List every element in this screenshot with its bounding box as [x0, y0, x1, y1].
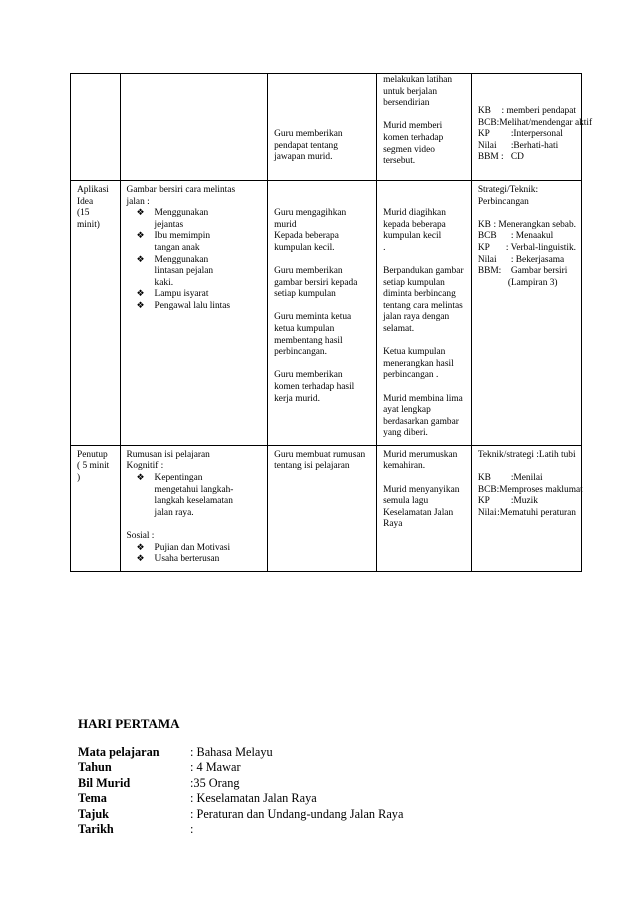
text-line: komen terhadap — [383, 132, 444, 143]
text-line: membentang hasil — [274, 335, 343, 346]
text-line: Murid membina lima — [383, 393, 463, 404]
list-item — [137, 289, 263, 301]
group-block — [383, 450, 466, 531]
text-line: gambar bersiri kepada — [274, 277, 358, 288]
text-line: Pengawal lalu lintas — [154, 300, 231, 311]
text-line: menerangkan hasil — [383, 358, 454, 369]
cell-content — [120, 181, 268, 446]
bullet-list — [127, 208, 263, 312]
text-line: Keselamatan Jalan — [383, 507, 454, 518]
cell-teacher-activity — [268, 74, 377, 181]
kv-key: KB — [477, 219, 491, 230]
text-line: diminta berbincang — [383, 289, 456, 300]
list-item — [137, 255, 263, 290]
cell-stage — [71, 74, 121, 181]
kv-key: KB — [477, 106, 491, 117]
kv-value: : memberi pendapat — [501, 106, 576, 117]
kv-row — [478, 152, 576, 164]
kv-block — [478, 220, 576, 278]
kv-row — [478, 129, 576, 141]
kv-row — [477, 117, 593, 130]
info-list — [78, 745, 558, 837]
text-line: pendapat tentang — [274, 140, 338, 151]
diamond-bullet-icon: ❖ — [136, 289, 145, 300]
kv-value: : Bekerjasama — [510, 254, 565, 265]
diamond-bullet-icon: ❖ — [136, 554, 145, 565]
info-row — [78, 745, 558, 760]
info-label: Bil Murid — [78, 775, 131, 790]
text-line: kemahiran. — [383, 461, 426, 472]
info-value: : — [190, 822, 194, 837]
day-heading: HARI PERTAMA — [78, 716, 180, 731]
info-value: : Peraturan dan Undang-undang Jalan Raya — [190, 806, 404, 821]
info-row — [78, 807, 558, 822]
kv-block — [477, 106, 593, 164]
info-row — [78, 760, 558, 775]
text-line: Murid memberi — [383, 121, 443, 132]
kv-row — [478, 141, 576, 153]
text-line: Guru meminta ketua — [274, 312, 352, 323]
kv-value: Gambar bersiri — [510, 266, 568, 277]
kv-key: KP — [477, 242, 490, 253]
info-label: Tarikh — [78, 822, 114, 837]
text-line: semula lagu — [383, 496, 429, 507]
kv-row — [478, 508, 576, 520]
text-line: tersebut. — [383, 156, 416, 167]
cell-student-activity — [377, 181, 472, 446]
cell-notes — [471, 181, 581, 446]
kv-key: Nilai — [477, 254, 497, 265]
kv-row — [478, 231, 576, 243]
text-line: jalan : — [126, 196, 150, 207]
text-line: jawapan murid. — [274, 152, 333, 163]
info-row — [78, 776, 558, 791]
lesson-plan-table — [70, 73, 593, 572]
text-line: lintasan pejalan — [154, 266, 214, 277]
list-item — [137, 208, 263, 231]
info-value: :35 Orang — [190, 775, 240, 790]
text-line: Lampu isyarat — [154, 289, 209, 300]
text-line: Kepentingan — [154, 473, 203, 484]
sosial-label: Sosial : — [126, 531, 155, 542]
info-value: : Keselamatan Jalan Raya — [190, 791, 317, 806]
kv-value: :Muzik — [510, 496, 538, 507]
text-line: Murid merumuskan — [383, 449, 458, 460]
diamond-bullet-icon: ❖ — [136, 300, 145, 311]
diamond-bullet-icon: ❖ — [136, 208, 145, 219]
info-row — [78, 822, 558, 837]
text-line: perbincangan. — [274, 347, 327, 358]
text-line: Guru memberikan — [274, 265, 343, 276]
list-item — [137, 554, 263, 566]
text-line: jalan raya dengan — [383, 312, 450, 323]
text-line: Guru membuat rumusan — [274, 449, 366, 460]
text-block — [274, 450, 371, 473]
cell-content — [120, 74, 268, 181]
text-line: melakukan latihan — [383, 75, 453, 85]
text-line: berdasarkan gambar — [383, 416, 459, 427]
text-line: Raya — [383, 519, 403, 530]
text-line: ayat lengkap — [383, 405, 431, 416]
text-line: komen terhadap hasil — [274, 381, 355, 392]
kv-value: :Mematuhi peraturan — [497, 507, 576, 518]
text-line: Penutup — [77, 449, 108, 460]
kv-value: :Memproses maklumat — [496, 484, 583, 495]
kv-key: KP — [477, 129, 490, 140]
text-block — [383, 75, 466, 110]
cell-content — [120, 445, 268, 571]
text-line: Aplikasi — [77, 185, 109, 195]
text-line: Guru memberikan — [274, 370, 343, 381]
text-block — [383, 121, 466, 167]
text-line: kaki. — [154, 277, 174, 288]
kv-row — [478, 106, 576, 118]
info-label: Tema — [78, 791, 107, 806]
info-label: Tahun — [78, 760, 112, 775]
cell-teacher-activity — [268, 181, 377, 446]
text-line: tentang cara melintas — [383, 300, 463, 311]
kv-value: :Interpersonal — [510, 129, 563, 140]
kv-key: BCB — [477, 117, 497, 128]
kv-value: :Melihat/mendengar aktif — [496, 117, 593, 128]
text-line: ketua kumpulan — [274, 323, 335, 334]
text-line: Murid diagihkan — [383, 208, 446, 218]
text-line: kumpulan kecil — [383, 231, 442, 242]
info-value: : Bahasa Melayu — [190, 745, 273, 759]
text-line: murid — [274, 219, 297, 230]
text-line: jalan raya. — [154, 507, 194, 518]
diamond-bullet-icon: ❖ — [136, 542, 145, 553]
text-line: Menggunakan — [154, 254, 209, 265]
text-line: ( 5 minit ) — [77, 461, 110, 484]
kv-key: BCB — [477, 231, 497, 242]
kv-row — [478, 243, 576, 255]
kv-key: Nilai — [477, 140, 497, 151]
kv-value: CD — [510, 152, 524, 163]
cell-notes — [471, 74, 593, 181]
text-line: Ibu memimpin — [154, 231, 211, 242]
text-line: setiap kumpulan — [274, 289, 336, 300]
text-line: Berpandukan gambar — [383, 265, 464, 276]
text-line: mengetahui langkah- — [154, 484, 234, 495]
text-line: Rumusan isi pelajaran — [126, 449, 210, 460]
table-row — [71, 74, 582, 181]
kv-value: : Verbal-linguistik. — [505, 242, 576, 253]
group-block — [383, 208, 466, 440]
text-line: Menggunakan — [154, 208, 209, 219]
info-label: Mata pelajaran — [78, 745, 160, 759]
text-line: Murid menyanyikan — [383, 484, 460, 495]
kv-key: BBM : — [477, 152, 504, 163]
cell-teacher-activity — [268, 445, 377, 571]
cell-stage — [71, 445, 121, 571]
cell-student-activity — [377, 445, 472, 571]
text-line: Idea — [77, 196, 94, 207]
text-line: kepada beberapa — [383, 219, 446, 230]
text-line: setiap kumpulan — [383, 277, 445, 288]
text-line: Ketua kumpulan — [383, 347, 446, 358]
info-value: : 4 Mawar — [190, 760, 241, 775]
kv-key: BBM: — [477, 266, 502, 277]
diamond-bullet-icon: ❖ — [136, 473, 145, 484]
text-line: Gambar bersiri cara melintas — [126, 185, 236, 195]
table-row — [71, 445, 582, 571]
kv-row — [478, 266, 576, 278]
text-line: segmen video — [383, 144, 435, 155]
kv-row — [478, 496, 576, 508]
text-block — [77, 185, 115, 231]
strategy-title: Strategi/Teknik: Perbincangan — [477, 185, 539, 207]
kv-key: Nilai — [477, 507, 497, 518]
diamond-bullet-icon: ❖ — [136, 254, 145, 265]
cell-student-activity — [377, 74, 472, 181]
text-block — [77, 450, 115, 485]
bullet-list — [127, 473, 263, 519]
text-block — [274, 129, 371, 164]
list-item — [137, 543, 263, 555]
text-line: Guru memberikan — [274, 129, 343, 140]
text-line: tentang isi pelajaran — [274, 461, 350, 472]
text-line: selamat. — [383, 323, 415, 334]
text-line: untuk berjalan — [383, 86, 438, 97]
bullet-list — [127, 543, 263, 566]
text-line: kumpulan kecil. — [274, 242, 335, 253]
text-line: langkah keselamatan — [154, 496, 233, 507]
text-line: perbincangan . — [383, 370, 439, 381]
kv-row — [477, 484, 583, 497]
text-line: Pujian dan Motivasi — [154, 542, 231, 553]
info-row — [78, 791, 558, 806]
table-row — [71, 181, 582, 446]
text-line: kerja murid. — [274, 393, 320, 404]
lampiran-note: (Lampiran 3) — [507, 277, 558, 288]
text-block — [127, 185, 263, 208]
list-item — [137, 301, 263, 313]
text-line: tangan anak — [154, 242, 200, 253]
text-block — [127, 450, 263, 473]
kv-value: :Berhati-hati — [510, 140, 559, 151]
group-block — [274, 208, 371, 405]
text-line: Kepada beberapa — [274, 231, 339, 242]
text-line: Guru mengagihkan — [274, 208, 347, 218]
kv-key: KP — [477, 496, 490, 507]
list-item — [137, 473, 263, 519]
strategy-title: Teknik/strategi :Latih tubi — [477, 449, 576, 460]
text-line: Usaha berterusan — [154, 554, 220, 565]
kv-key: KB — [477, 473, 491, 484]
kv-row — [478, 255, 576, 267]
lesson-info — [78, 716, 558, 837]
text-line: (15 minit) — [77, 208, 100, 230]
text-line: Kognitif : — [126, 461, 164, 472]
kv-key: BCB — [477, 484, 497, 495]
text-line: yang diberi. — [383, 428, 428, 439]
list-item — [137, 231, 263, 254]
kv-value: :Menilai — [510, 473, 543, 484]
cell-stage — [71, 181, 121, 446]
kv-row — [478, 220, 576, 232]
kv-row — [478, 473, 576, 485]
diamond-bullet-icon: ❖ — [136, 231, 145, 242]
kv-value: : Menaakul — [510, 231, 554, 242]
kv-block — [477, 473, 583, 519]
text-line: . — [383, 242, 386, 253]
cell-notes — [471, 445, 581, 571]
info-label: Tajuk — [78, 806, 109, 821]
kv-value: : Menerangkan sebab. — [493, 219, 576, 230]
text-line: bersendirian — [383, 98, 430, 109]
text-line: jejantas — [154, 219, 184, 230]
